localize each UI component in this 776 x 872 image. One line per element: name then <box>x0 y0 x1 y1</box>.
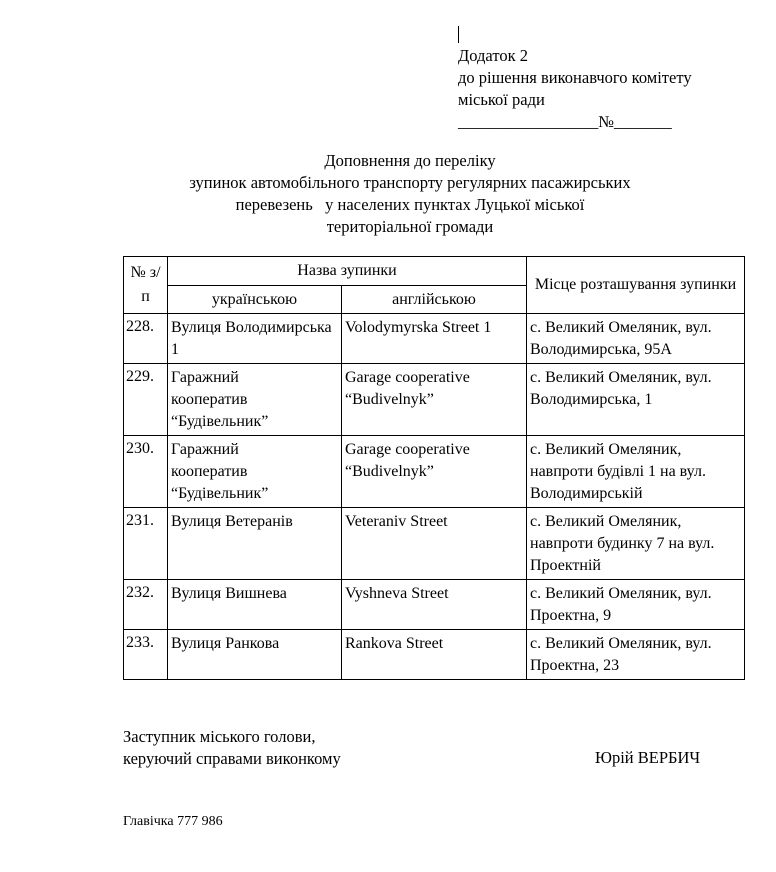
row-name-en: Rankova Street <box>342 630 527 680</box>
title-line-3: перевезень у населених пунктах Луцької міської <box>235 195 585 214</box>
table-row <box>124 314 745 364</box>
row-name-ua: Гаражний кооператив “Будівельник” <box>168 436 342 508</box>
annex-council: міської ради <box>458 90 545 109</box>
title-line-4: територіальної громади <box>326 217 494 236</box>
row-name-ua: Вулиця Ветеранів <box>168 508 342 580</box>
table-row <box>124 580 745 630</box>
row-location: с. Великий Омеляник, вул. Проектна, 9 <box>527 580 745 630</box>
header-num: № з/п <box>124 257 168 314</box>
annex-number: Додаток 2 <box>458 46 528 65</box>
row-name-en: Volodymyrska Street 1 <box>342 314 527 364</box>
signature-position-line-1: Заступник міського голови, <box>123 727 316 746</box>
header-ukrainian: українською <box>168 286 342 314</box>
annex-date-number-blank: _________________№_______ <box>458 112 672 131</box>
row-name-ua: Вулиця Вишнева <box>168 580 342 630</box>
annex-decision: до рішення виконавчого комітету <box>458 68 692 87</box>
row-number: 231. <box>124 508 168 580</box>
row-name-ua: Вулиця Володимирська 1 <box>168 314 342 364</box>
row-number: 232. <box>124 580 168 630</box>
table-row <box>124 630 745 680</box>
row-number: 230. <box>124 436 168 508</box>
table-row <box>124 436 745 508</box>
title-line-1: Доповнення до переліку <box>324 151 496 170</box>
row-location: с. Великий Омеляник, вул. Проектна, 23 <box>527 630 745 680</box>
row-name-en: Veteraniv Street <box>342 508 527 580</box>
signature-position <box>123 726 341 770</box>
signature-name: Юрій ВЕРБИЧ <box>595 748 701 767</box>
row-location: с. Великий Омеляник, навпроти будинку 7 на вул. Проектній <box>527 508 745 580</box>
row-number: 228. <box>124 314 168 364</box>
table-row <box>124 508 745 580</box>
executor-contact: Главічка 777 986 <box>123 814 223 829</box>
table-row <box>124 364 745 436</box>
row-name-ua: Гаражний кооператив “Будівельник” <box>168 364 342 436</box>
annex-header <box>458 45 692 133</box>
row-location: с. Великий Омеляник, вул. Володимирська, 95А <box>527 314 745 364</box>
row-location: с. Великий Омеляник, вул. Володимирська, 1 <box>527 364 745 436</box>
row-name-en: Vyshneva Street <box>342 580 527 630</box>
signature-position-line-2: керуючий справами виконкому <box>123 749 341 768</box>
row-number: 233. <box>124 630 168 680</box>
row-name-ua: Вулиця Ранкова <box>168 630 342 680</box>
header-location: Місце розташування зупинки <box>527 257 745 314</box>
header-name: Назва зупинки <box>168 257 527 286</box>
row-location: с. Великий Омеляник, навпроти будівлі 1 на вул. Володимирській <box>527 436 745 508</box>
text-cursor <box>458 26 459 43</box>
row-name-en: Garage cooperative “Budivelnyk” <box>342 436 527 508</box>
row-number: 229. <box>124 364 168 436</box>
title-line-2: зупинок автомобільного транспорту регулярних пасажирських <box>189 173 631 192</box>
header-english: англійською <box>342 286 527 314</box>
document-title <box>100 150 720 238</box>
row-name-en: Garage cooperative “Budivelnyk” <box>342 364 527 436</box>
table-header-row <box>124 257 745 286</box>
stops-table <box>123 256 745 680</box>
